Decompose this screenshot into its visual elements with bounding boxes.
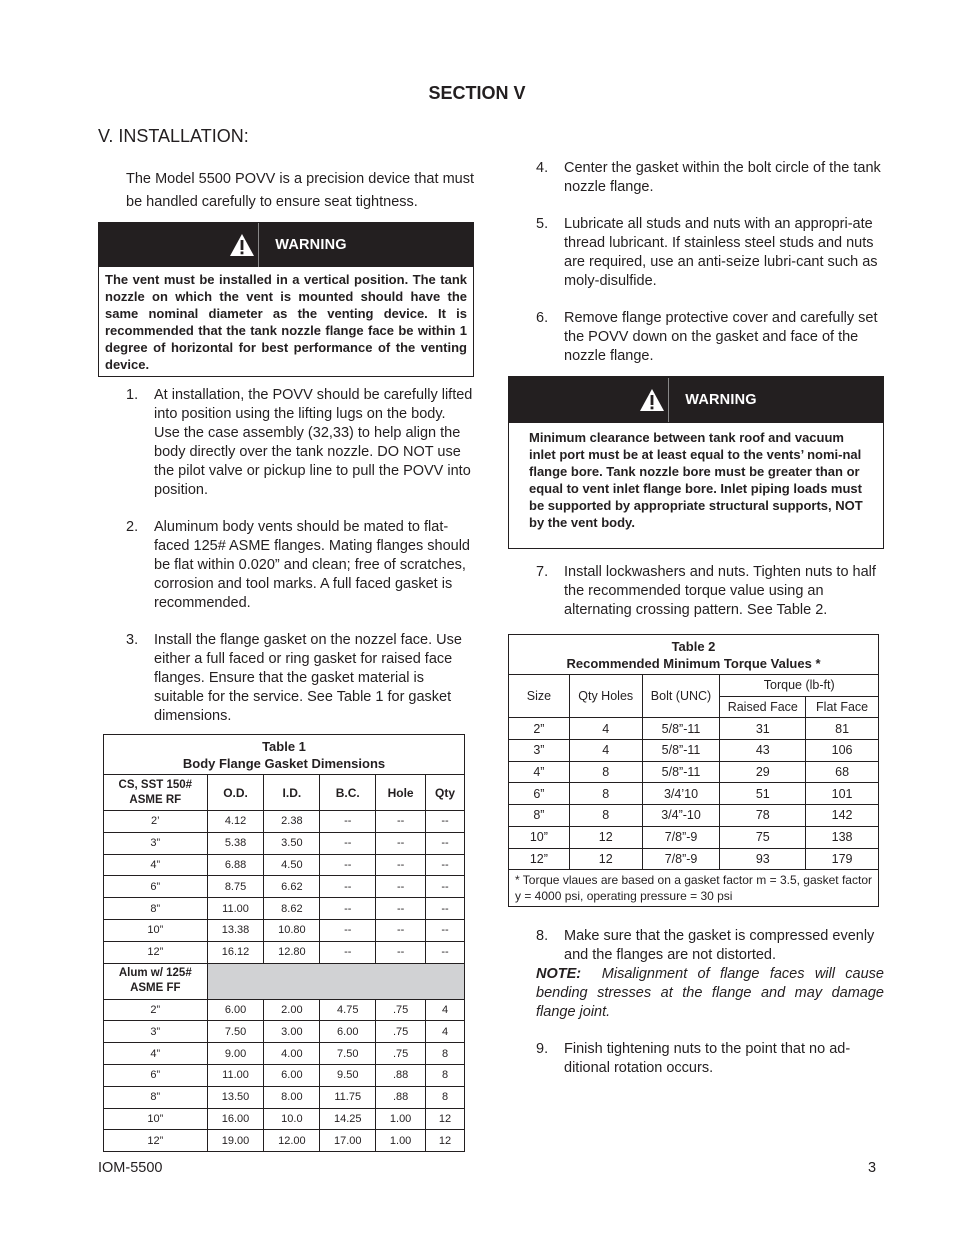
table-cell: .75	[376, 1043, 426, 1065]
table-row	[509, 761, 879, 783]
table-cell: 11.00	[207, 898, 264, 920]
table-footnote: * Torque vlaues are based on a gasket factor m = 3.5, gasket factor y = 4000 psi, operating pressure = 30 psi	[509, 870, 879, 907]
col-header: CS, SST 150# ASME RF	[104, 775, 208, 811]
table-cell: 8.75	[207, 876, 264, 898]
table-row	[104, 919, 465, 941]
table-caption: Table 2 Recommended Minimum Torque Values *	[509, 635, 879, 675]
table-cell: 8	[569, 783, 642, 805]
table-cell: .75	[376, 999, 426, 1021]
table-cell: 2’	[104, 811, 208, 833]
table-cell: 3/4”-10	[642, 805, 720, 827]
table-cell: 13.50	[207, 1086, 264, 1108]
table-cell: 9.00	[207, 1043, 264, 1065]
table-cell: --	[320, 898, 376, 920]
table-cell: 68	[806, 761, 879, 783]
table-cell: 8	[426, 1043, 465, 1065]
list-item	[508, 563, 884, 620]
table-caption-row	[104, 735, 465, 775]
table-cell: 2.00	[264, 999, 320, 1021]
table-cell: 9.50	[320, 1064, 376, 1086]
table-cell: 6.88	[207, 854, 264, 876]
table-cell: 13.38	[207, 919, 264, 941]
table-cell: 2.38	[264, 811, 320, 833]
table-row	[509, 848, 879, 870]
table-row	[104, 1021, 465, 1043]
left-column	[98, 168, 474, 1152]
table-cell: 4”	[104, 854, 208, 876]
list-item	[508, 309, 884, 366]
list-item	[98, 518, 474, 613]
table-cell: 7/8”-9	[642, 826, 720, 848]
table-row	[104, 1043, 465, 1065]
table-cell: 11.75	[320, 1086, 376, 1108]
table-cell: 138	[806, 826, 879, 848]
warning-box-2	[508, 376, 884, 549]
table-cell: 6.62	[264, 876, 320, 898]
table-row	[509, 718, 879, 740]
table-cell: 6.00	[207, 999, 264, 1021]
gasket-dimensions-table	[103, 734, 465, 1152]
table-cell: 12.00	[264, 1130, 320, 1152]
table-cell: 142	[806, 805, 879, 827]
table-cell: 12	[569, 826, 642, 848]
table-cell: --	[426, 811, 465, 833]
table-cell: 8	[569, 805, 642, 827]
table-footnote-row	[509, 870, 879, 907]
warning-header	[99, 223, 473, 267]
table-cell: --	[426, 832, 465, 854]
table-cell: 3”	[104, 1021, 208, 1043]
table-row	[104, 1086, 465, 1108]
table-cell: --	[426, 919, 465, 941]
table-cell: 75	[720, 826, 806, 848]
table-row	[509, 740, 879, 762]
warning-title: WARNING	[275, 237, 347, 253]
table-cell: 8”	[104, 1086, 208, 1108]
table-cell: 5/8”-11	[642, 761, 720, 783]
table-cell: 3.00	[264, 1021, 320, 1043]
table-row	[104, 1064, 465, 1086]
table-cell: 8	[426, 1064, 465, 1086]
step-number: 1.	[126, 387, 139, 403]
table-cell: --	[376, 832, 426, 854]
step-text: Lubricate all studs and nuts with an appropri-ate thread lubricant. If stainless steel studs and nuts are required, use an anti-seize lubri-cant such as moly-disulfide.	[564, 216, 878, 289]
table-cell: 101	[806, 783, 879, 805]
table-row	[104, 999, 465, 1021]
col-header: Flat Face	[806, 696, 879, 718]
warning-triangle-icon	[225, 223, 259, 267]
table-cell: 4”	[104, 1043, 208, 1065]
table-cell: 8.62	[264, 898, 320, 920]
grey-cell	[207, 963, 464, 999]
table-cell: 4	[569, 740, 642, 762]
table-cell: 3.50	[264, 832, 320, 854]
table-cell: 12.80	[264, 941, 320, 963]
table-cell: --	[320, 876, 376, 898]
table-cell: 17.00	[320, 1130, 376, 1152]
list-item	[508, 215, 884, 291]
col-header: Qty	[426, 775, 465, 811]
steps-list-left	[98, 386, 474, 726]
col-header: O.D.	[207, 775, 264, 811]
table-row	[509, 826, 879, 848]
step-number: 3.	[126, 632, 139, 648]
table-cell: 6.00	[264, 1064, 320, 1086]
table-header-row	[104, 775, 465, 811]
warning-title: WARNING	[685, 392, 757, 408]
table-cell: 78	[720, 805, 806, 827]
table-cell: 12”	[104, 941, 208, 963]
table-cell: 3”	[104, 832, 208, 854]
table-cell: 16.00	[207, 1108, 264, 1130]
warning-text: The vent must be installed in a vertical position. The tank nozzle on which the vent is mounted should have the same nominal diameter as the venting device. It is recommended that the tank nozzle flange face be within 1 degree of horizontal for best performance of the venting device.	[105, 272, 467, 372]
table-caption: Table 1 Body Flange Gasket Dimensions	[104, 735, 465, 775]
step-number: 8.	[536, 928, 549, 945]
step-text: Install the flange gasket on the nozzel face. Use either a full faced or ring gasket for raised face flanges. Ensure that the gasket material is suitable for the service. See Table 1 for gasket dimensions.	[154, 632, 462, 724]
step-9	[508, 1040, 884, 1078]
table-cell: 51	[720, 783, 806, 805]
table-cell: 10”	[509, 826, 570, 848]
table-cell: --	[376, 898, 426, 920]
table-cell: 2”	[104, 999, 208, 1021]
list-item	[98, 386, 474, 500]
table-cell: 6”	[104, 1064, 208, 1086]
table-cell: 7/8”-9	[642, 848, 720, 870]
table-cell: 12”	[104, 1130, 208, 1152]
step-7	[508, 563, 884, 620]
list-item	[508, 159, 884, 197]
table-cell: 5/8”-11	[642, 718, 720, 740]
note-paragraph	[536, 965, 884, 1022]
table-row	[104, 854, 465, 876]
table-cell: --	[376, 854, 426, 876]
col-header: Raised Face	[720, 696, 806, 718]
table-row	[104, 811, 465, 833]
footer-doc-id: IOM-5500	[98, 1160, 163, 1176]
table-cell: 12	[569, 848, 642, 870]
table-cell: --	[376, 811, 426, 833]
step-text: Finish tightening nuts to the point that no ad-ditional rotation occurs.	[564, 1041, 851, 1077]
col-header: Bolt (UNC)	[642, 675, 720, 718]
table-cell: 6”	[104, 876, 208, 898]
col-header: Qty Holes	[569, 675, 642, 718]
table-row	[104, 898, 465, 920]
table-cell: 4.50	[264, 854, 320, 876]
note-label: NOTE:	[536, 966, 582, 983]
step-text: Install lockwashers and nuts. Tighten nuts to half the recommended torque value using an alternating crossing pattern. See Table 2.	[564, 564, 876, 618]
warning-header	[509, 377, 883, 423]
table-cell: 4	[426, 999, 465, 1021]
step-8	[508, 927, 884, 965]
table-cell: --	[320, 811, 376, 833]
table-cell: 8”	[509, 805, 570, 827]
table-cell: 8	[569, 761, 642, 783]
table-cell: --	[426, 941, 465, 963]
table-cell: 10”	[104, 919, 208, 941]
table-row	[104, 1108, 465, 1130]
step-number: 7.	[536, 564, 549, 580]
warning-box-1	[98, 222, 474, 377]
list-item	[508, 927, 884, 965]
table-cell: 12	[426, 1130, 465, 1152]
table-cell: --	[376, 919, 426, 941]
table-cell: 4.75	[320, 999, 376, 1021]
table-cell: .88	[376, 1086, 426, 1108]
table-cell: 5.38	[207, 832, 264, 854]
table-cell: 10”	[104, 1108, 208, 1130]
table-cell: 1.00	[376, 1108, 426, 1130]
table-cell: 4.12	[207, 811, 264, 833]
warning-text: Minimum clearance between tank roof and vacuum inlet port must be at least equal to the vents’ nomi-nal flange bore. Tank nozzle bore must be greater than or equal to vent inlet flange bore. Inlet piping loads must be supported by appropriate structural supports, NOT by the vent body.	[529, 430, 863, 530]
table-cell: 179	[806, 848, 879, 870]
table-cell: --	[426, 898, 465, 920]
step-8-block	[508, 927, 884, 1078]
intro-paragraph: The Model 5500 POVV is a precision device that must be handled carefully to ensure seat tightness.	[126, 171, 474, 210]
table-cell: 29	[720, 761, 806, 783]
table-cell: 106	[806, 740, 879, 762]
table-cell: --	[320, 941, 376, 963]
torque-values-table	[508, 634, 879, 907]
table-row	[104, 876, 465, 898]
step-text: Center the gasket within the bolt circle of the tank nozzle flange.	[564, 160, 881, 195]
step-text: Remove flange protective cover and carefully set the POVV down on the gasket and face of the nozzle flange.	[564, 310, 878, 364]
col-header: I.D.	[264, 775, 320, 811]
table-cell: 31	[720, 718, 806, 740]
step-number: 9.	[536, 1041, 549, 1058]
table-cell: 5/8”-11	[642, 740, 720, 762]
table-cell: 12	[426, 1108, 465, 1130]
table-cell: 8	[426, 1086, 465, 1108]
steps-list-right	[508, 159, 884, 366]
table-row	[509, 783, 879, 805]
table-cell: 8”	[104, 898, 208, 920]
table-cell: 19.00	[207, 1130, 264, 1152]
section-title: SECTION V	[428, 83, 526, 103]
table-cell: 3/4’10	[642, 783, 720, 805]
table-row	[104, 832, 465, 854]
step-text: Aluminum body vents should be mated to flat-faced 125# ASME flanges. Mating flanges should be flat within 0.020” and clean; free of scratches, corrosion and tool marks. A full faced gasket is recommended.	[154, 519, 470, 611]
table-cell: --	[320, 919, 376, 941]
table-cell: 93	[720, 848, 806, 870]
table-cell: .75	[376, 1021, 426, 1043]
alum-header: Alum w/ 125# ASME FF	[104, 963, 208, 999]
table-cell: --	[426, 854, 465, 876]
step-text: Make sure that the gasket is compressed evenly and the flanges are not distorted.	[564, 928, 875, 964]
table-cell: 7.50	[320, 1043, 376, 1065]
table-cell: 6.00	[320, 1021, 376, 1043]
table-cell: 4.00	[264, 1043, 320, 1065]
installation-heading: V. INSTALLATION:	[98, 126, 249, 146]
table-cell: 3”	[509, 740, 570, 762]
warning-triangle-icon	[635, 378, 669, 422]
table-cell: .88	[376, 1064, 426, 1086]
table-caption-row	[509, 635, 879, 675]
table-row	[509, 805, 879, 827]
col-header: Size	[509, 675, 570, 718]
table-cell: 12”	[509, 848, 570, 870]
footer-page-number: 3	[868, 1160, 877, 1176]
table-cell: 14.25	[320, 1108, 376, 1130]
step-number: 6.	[536, 310, 549, 326]
table-cell: 10.0	[264, 1108, 320, 1130]
table-cell: 4	[426, 1021, 465, 1043]
table-header-row	[509, 675, 879, 697]
table-cell: 11.00	[207, 1064, 264, 1086]
table-row	[104, 1130, 465, 1152]
right-column	[508, 159, 884, 1096]
table-cell: 81	[806, 718, 879, 740]
step-number: 4.	[536, 160, 549, 176]
step-number: 2.	[126, 519, 139, 535]
table-cell: --	[376, 876, 426, 898]
alum-header-row	[104, 963, 465, 999]
table-cell: --	[426, 876, 465, 898]
step-number: 5.	[536, 216, 549, 232]
note-text: Misalignment of flange faces will cause bending stresses at the flange and may damage flange joint.	[536, 966, 884, 1021]
table-cell: --	[320, 832, 376, 854]
table-cell: 10.80	[264, 919, 320, 941]
table-cell: 4	[569, 718, 642, 740]
list-item	[98, 631, 474, 726]
table-cell: 6”	[509, 783, 570, 805]
table-cell: 4”	[509, 761, 570, 783]
table-cell: --	[376, 941, 426, 963]
list-item	[508, 1040, 884, 1078]
table-cell: 2”	[509, 718, 570, 740]
table-cell: --	[320, 854, 376, 876]
table-cell: 1.00	[376, 1130, 426, 1152]
table-row	[104, 941, 465, 963]
table-cell: 43	[720, 740, 806, 762]
col-header: B.C.	[320, 775, 376, 811]
table-cell: 7.50	[207, 1021, 264, 1043]
col-header: Torque (lb-ft)	[720, 675, 879, 697]
table-cell: 8.00	[264, 1086, 320, 1108]
table-cell: 16.12	[207, 941, 264, 963]
step-text: At installation, the POVV should be carefully lifted into position using the lifting lugs on the body. Use the case assembly (32,33) to help align the body directly over the tank nozzle. DO NOT use the pilot valve or pickup line to pull the POVV into position.	[154, 387, 473, 498]
col-header: Hole	[376, 775, 426, 811]
